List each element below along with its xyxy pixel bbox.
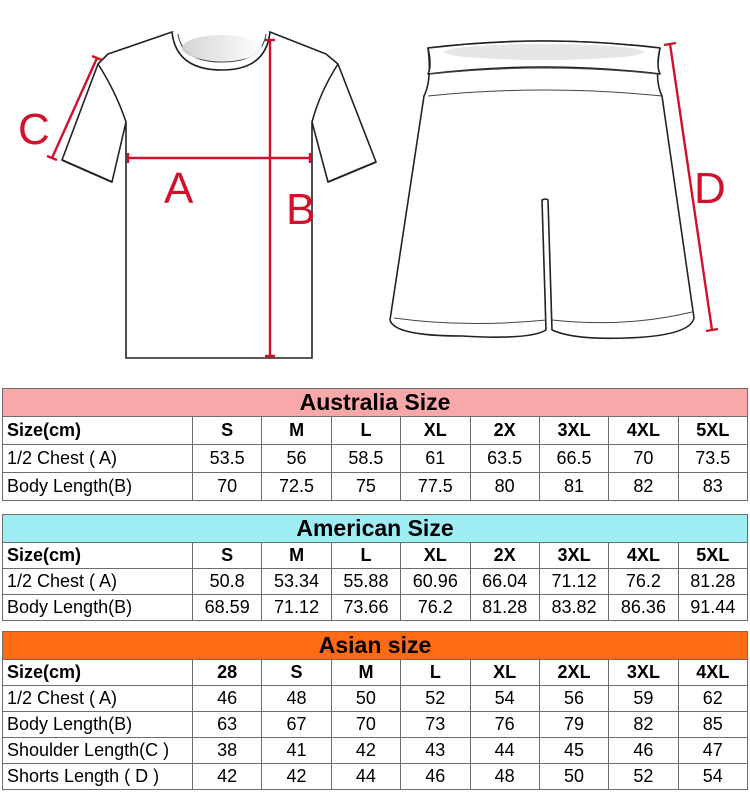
header-cell: M (262, 417, 331, 445)
table-cell: 76 (470, 712, 539, 738)
table-cell: 46 (609, 738, 678, 764)
table-header-row (3, 543, 748, 569)
table-cell: 56 (262, 445, 331, 473)
table-cell: 52 (609, 764, 678, 790)
table-cell: 50 (539, 764, 608, 790)
header-cell: 3XL (539, 543, 608, 569)
table-cell: 66.04 (470, 569, 539, 595)
label-b: B (286, 185, 316, 234)
table-cell: 63 (193, 712, 262, 738)
table-cell: 81.28 (678, 569, 747, 595)
header-cell: L (331, 417, 400, 445)
header-cell: 5XL (678, 543, 747, 569)
label-d: D (694, 164, 726, 213)
header-cell: 2X (470, 417, 539, 445)
table-cell: 70 (193, 473, 262, 501)
table-row (3, 595, 748, 621)
table-cell: 42 (331, 738, 400, 764)
table-cell: 52 (401, 686, 470, 712)
table-cell: 48 (262, 686, 331, 712)
table-cell: 46 (401, 764, 470, 790)
table-cell: 91.44 (678, 595, 747, 621)
table-cell: 53.5 (193, 445, 262, 473)
australia-size-table (2, 388, 748, 501)
table-cell: 48 (470, 764, 539, 790)
table-cell: 41 (262, 738, 331, 764)
header-cell: L (401, 660, 470, 686)
table-cell: 68.59 (193, 595, 262, 621)
table-cell: 67 (262, 712, 331, 738)
table-cell: 73.66 (331, 595, 400, 621)
table-row (3, 686, 748, 712)
header-cell: 3XL (539, 417, 608, 445)
tshirt-drawing (62, 32, 376, 358)
table-row (3, 473, 748, 501)
header-cell: XL (470, 660, 539, 686)
header-cell: 4XL (609, 417, 678, 445)
table-cell: 75 (331, 473, 400, 501)
table-row (3, 569, 748, 595)
table-cell: 61 (401, 445, 470, 473)
row-label: 1/2 Chest ( A) (3, 686, 193, 712)
header-cell: Size(cm) (3, 543, 193, 569)
row-label: Shoulder Length(C ) (3, 738, 193, 764)
table-cell: 46 (193, 686, 262, 712)
header-cell: 4XL (609, 543, 678, 569)
header-cell: XL (401, 543, 470, 569)
table-row (3, 764, 748, 790)
header-cell: Size(cm) (3, 660, 193, 686)
table-cell: 42 (193, 764, 262, 790)
table-cell: 76.2 (401, 595, 470, 621)
table-cell: 82 (609, 473, 678, 501)
american-size-table (2, 514, 748, 621)
table-cell: 55.88 (331, 569, 400, 595)
table-cell: 80 (470, 473, 539, 501)
table-cell: 38 (193, 738, 262, 764)
table-cell: 54 (470, 686, 539, 712)
table-header-row (3, 660, 748, 686)
header-cell: S (193, 543, 262, 569)
table-cell: 73 (401, 712, 470, 738)
table-cell: 45 (539, 738, 608, 764)
table-row (3, 738, 748, 764)
table-cell: 43 (401, 738, 470, 764)
table-cell: 77.5 (401, 473, 470, 501)
header-cell: XL (401, 417, 470, 445)
row-label: Body Length(B) (3, 595, 193, 621)
header-cell: 2XL (539, 660, 608, 686)
shorts-drawing (390, 41, 694, 338)
table-cell: 72.5 (262, 473, 331, 501)
table-header-row (3, 417, 748, 445)
table-row (3, 445, 748, 473)
table-cell: 50 (331, 686, 400, 712)
header-cell: L (331, 543, 400, 569)
garment-measurement-diagram (0, 0, 750, 380)
table-cell: 53.34 (262, 569, 331, 595)
table-cell: 42 (262, 764, 331, 790)
table-cell: 56 (539, 686, 608, 712)
table-cell: 73.5 (678, 445, 747, 473)
table-cell: 83.82 (539, 595, 608, 621)
asian-size-table (2, 631, 748, 790)
header-cell: M (331, 660, 400, 686)
table-cell: 47 (678, 738, 747, 764)
table-title: Asian size (3, 632, 748, 660)
table-cell: 66.5 (539, 445, 608, 473)
row-label: Shorts Length ( D ) (3, 764, 193, 790)
header-cell: S (193, 417, 262, 445)
table-cell: 70 (331, 712, 400, 738)
header-cell: 5XL (678, 417, 747, 445)
header-cell: 3XL (609, 660, 678, 686)
table-cell: 62 (678, 686, 747, 712)
table-cell: 71.12 (262, 595, 331, 621)
table-title: Australia Size (3, 389, 748, 417)
table-cell: 70 (609, 445, 678, 473)
table-cell: 60.96 (401, 569, 470, 595)
table-cell: 83 (678, 473, 747, 501)
label-a: A (164, 164, 194, 213)
table-cell: 79 (539, 712, 608, 738)
table-cell: 82 (609, 712, 678, 738)
table-cell: 50.8 (193, 569, 262, 595)
table-cell: 63.5 (470, 445, 539, 473)
label-c: C (18, 105, 50, 154)
table-cell: 81 (539, 473, 608, 501)
header-cell: 4XL (678, 660, 747, 686)
header-cell: 28 (193, 660, 262, 686)
table-cell: 86.36 (609, 595, 678, 621)
header-cell: 2X (470, 543, 539, 569)
table-cell: 44 (470, 738, 539, 764)
table-cell: 71.12 (539, 569, 608, 595)
table-cell: 59 (609, 686, 678, 712)
table-title: American Size (3, 515, 748, 543)
table-cell: 58.5 (331, 445, 400, 473)
table-cell: 54 (678, 764, 747, 790)
row-label: 1/2 Chest ( A) (3, 445, 193, 473)
header-cell: S (262, 660, 331, 686)
table-cell: 76.2 (609, 569, 678, 595)
table-cell: 81.28 (470, 595, 539, 621)
table-cell: 44 (331, 764, 400, 790)
row-label: 1/2 Chest ( A) (3, 569, 193, 595)
table-cell: 85 (678, 712, 747, 738)
header-cell: Size(cm) (3, 417, 193, 445)
table-row (3, 712, 748, 738)
row-label: Body Length(B) (3, 712, 193, 738)
row-label: Body Length(B) (3, 473, 193, 501)
header-cell: M (262, 543, 331, 569)
